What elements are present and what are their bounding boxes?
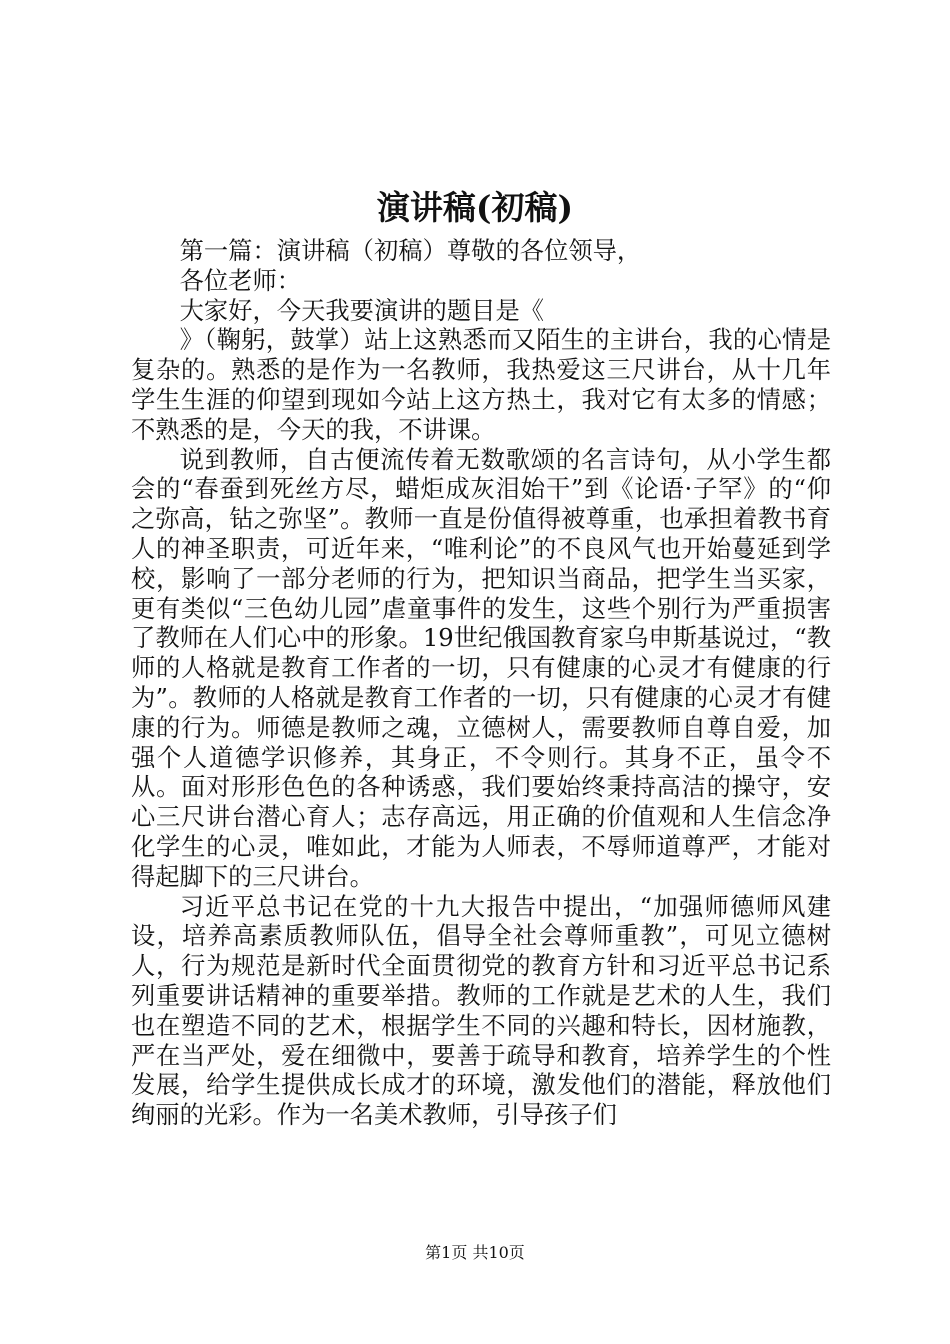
paragraph-3: 大家好，今天我要演讲的题目是《 <box>179 295 545 325</box>
document-body <box>131 236 831 1130</box>
paragraph-6: 习近平总书记在党的十九大报告中提出，“加强师德师风建设，培养高素质教师队伍，倡导全社会尊师重教”，可见立德树人，行为规范是新时代全面贯彻党的教育方针和习近平总书记系列重要讲话精神的重要举措。教师的工作就是艺术的人生，我们也在塑造不同的艺术，根据学生不同的兴趣和特长，因材施教，严在当严处，爱在细微中，要善于疏导和教育，培养学生的个性发展，给学生提供成长成才的环境，激发他们的潜能，释放他们绚丽的光彩。作为一名美术教师，引导孩子们 <box>131 891 831 1130</box>
paragraph-4: 》（鞠躬，鼓掌）站上这熟悉而又陌生的主讲台，我的心情是复杂的。熟悉的是作为一名教师，我热爱这三尺讲台，从十几年学生生涯的仰望到现如今站上这方热土，我对它有太多的情感；不熟悉的是，今天的我，不讲课。 <box>131 325 831 444</box>
paragraph-2: 各位老师： <box>179 265 302 295</box>
page-footer: 第1页 共10页 <box>425 1243 525 1262</box>
document-title: 演讲稿(初稿) <box>376 188 574 227</box>
paragraph-5: 说到教师，自古便流传着无数歌颂的名言诗句，从小学生都会的“春蚕到死丝方尽，蜡炬成灰泪始干”到《论语·子罕》的“仰之弥高，钻之弥坚”。教师一直是份值得被尊重，也承担着教书育人的神圣职责，可近年来，“唯利论”的不良风气也开始蔓延到学校，影响了一部分老师的行为，把知识当商品，把学生当买家，更有类似“三色幼儿园”虐童事件的发生，这些个别行为严重损害了教师在人们心中的形象。19世纪俄国教育家乌申斯基说过，“教师的人格就是教育工作者的一切，只有健康的心灵才有健康的行为”。教师的人格就是教育工作者的一切，只有健康的心灵才有健康的行为。师德是教师之魂，立德树人，需要教师自尊自爱，加强个人道德学识修养，其身正，不令则行。其身不正，虽令不从。面对形形色色的各种诱惑，我们要始终秉持高洁的操守，安心三尺讲台潜心育人；志存高远，用正确的价值观和人生信念净化学生的心灵，唯如此，才能为人师表，不辱师道尊严，才能对得起脚下的三尺讲台。 <box>131 444 831 891</box>
paragraph-1: 第一篇：演讲稿（初稿）尊敬的各位领导， <box>179 236 642 265</box>
